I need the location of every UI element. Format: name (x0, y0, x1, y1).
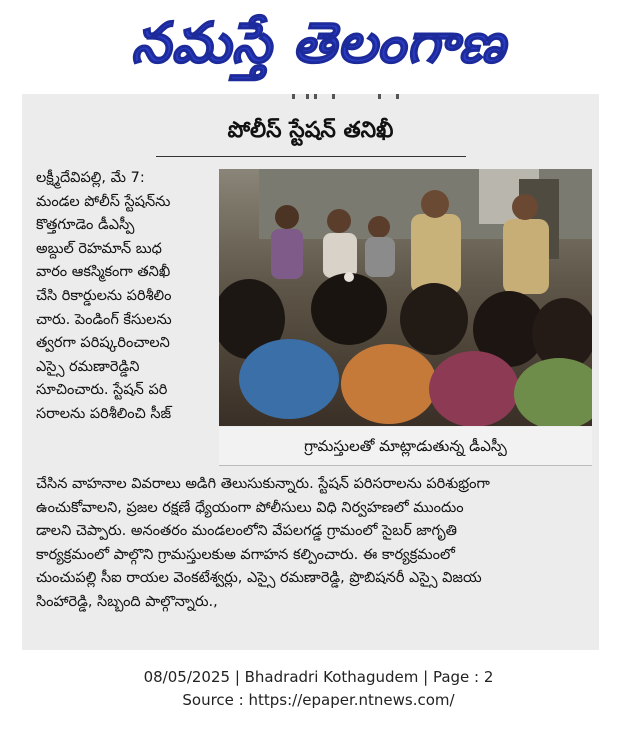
footer-source-link: Source : https://epaper.ntnews.com/ (182, 691, 455, 709)
photo-caption: గ్రామస్తులతో మాట్లాడుతున్న డీఎస్పీ (219, 427, 592, 466)
photo-crowd-illustration (219, 169, 592, 426)
body-line: వారం ఆకస్మికంగా తనిఖీ (36, 264, 171, 281)
body-line: కొత్తగూడెం డీఎస్పీ (36, 217, 135, 234)
body-line: సరాలను పరిశీలించి సీజ్ (36, 405, 172, 422)
body-line: చారు. పెండింగ్ కేసులను (36, 311, 172, 328)
article-body-full-width (36, 473, 588, 615)
body-line: ఎస్సై రమణారెడ్డిని (36, 358, 140, 375)
body-line: అబ్దుల్ రెహమాన్ బుధ (36, 240, 162, 257)
body-line: త్వరగా పరిష్కరించాలని (36, 335, 170, 352)
body-line: డాలని చెప్పారు. అనంతరం మండలంలోని వేపలగడ్డ గ్రామంలో సైబర్ జాగృతి (36, 523, 457, 540)
body-line: కార్యక్రమంలో పాల్గొని గ్రామస్తులకుఅ వగాహన కల్పించారు. ఈ కార్యక్రమంలో (36, 546, 455, 563)
body-line: సూచించారు. స్టేషన్ పరి (36, 382, 168, 399)
footer-date-edition: 08/05/2025 | Bhadradri Kothagudem | Page : 2 (143, 668, 494, 686)
clipping-cut-marks (292, 94, 402, 100)
body-line: చుంచుపల్లి సీఐ రాయల వెంకటేశ్వర్లు, ఎస్సై రమణారెడ్డి, ప్రొబిషనరీ ఎస్సై విజయ (36, 570, 482, 587)
article-headline: పోలీస్ స్టేషన్ తనిఖీ (227, 118, 394, 143)
body-line: చేసి రికార్డులను పరిశీలిం (36, 287, 172, 304)
article-body-left-column (36, 167, 226, 427)
body-line: ఉంచుకోవాలని, ప్రజల రక్షణే ధ్యేయంగా పోలీసులు విధి నిర్వహణలో ముందుం (36, 499, 464, 516)
news-clipping (22, 94, 599, 650)
article-photo (219, 169, 592, 426)
headline-rule (156, 156, 466, 157)
body-line: సింహారెడ్డి, సిబ్బంది పాల్గొన్నారు., (36, 593, 218, 610)
body-line: లక్ష్మీదేవిపల్లి, మే 7: (36, 170, 145, 186)
body-line: చేసిన వాహనాల వివరాలు అడిగి తెలుసుకున్నారు. స్టేషన్ పరిసరాలను పరిశుభ్రంగా (36, 476, 490, 492)
body-line: మండల పోలీస్ స్టేషన్‌ను (36, 193, 171, 210)
masthead-logo: నమస్తే తెలంగాణ (131, 11, 506, 76)
newspaper-masthead (0, 0, 637, 88)
